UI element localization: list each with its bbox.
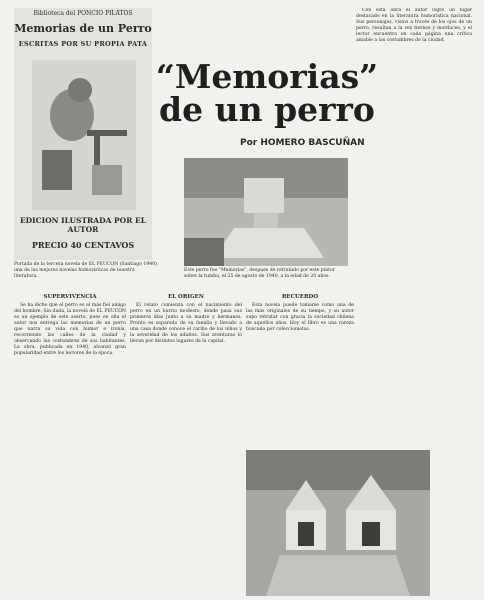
dog-statue-photo <box>184 158 348 266</box>
book-cover <box>14 8 152 260</box>
subhead-supervivencia: SUPERVIVENCIA <box>43 294 97 300</box>
dog-writing-illustration <box>32 60 136 210</box>
byline: Por HOMERO BASCUÑAN <box>240 138 365 148</box>
subhead-recuerdo: RECUERDO <box>281 294 319 300</box>
photo-caption: Este perro fue "Memorias", después de retratado por este pintor sobre la tumba, el 25 de agosto de 1940, a la edad de 20 años. <box>184 268 335 279</box>
text-column-c <box>246 290 354 450</box>
cover-subtitle: ESCRITAS POR SU PROPIA PATA <box>18 40 148 48</box>
cover-drawing <box>32 60 136 210</box>
text-column-b <box>130 290 242 596</box>
column-right-text: Con esta obra el autor logró un lugar destacado en la literatura humorística nacional. Sus personajes, vistos a través de los ojos de un perro, resultan a la vez tiernos y mordaces, y el lector encuentra en cada página una crítica amable a las costumbres de la ciudad. <box>356 8 472 43</box>
headline: “Memorias” de un perro <box>155 57 379 129</box>
text-column-a <box>14 290 126 596</box>
cover-edition: EDICION ILUSTRADA POR EL AUTOR <box>19 216 147 234</box>
subhead-origen: EL ORIGEN <box>168 294 204 300</box>
dog-tomb-photo <box>246 450 430 596</box>
cover-title: Memorias de un Perro <box>14 22 152 35</box>
column-b-text: El relato comienza con el nacimiento del perro en un barrio modesto, donde pasa sus primeros días junto a su madre y hermanos. Pronto es separado de su familia y llevado a una casa donde conoce el cariño de los niños y la severidad de los adultos. Sus aventuras lo llevan por distintos lugares de la capital. <box>130 303 242 344</box>
cover-caption: Portada de la tercera novela de EL PEUCON (Santiago 1940), una de las mejores novelas humorísticas de nuestra literatura. <box>14 262 159 279</box>
column-a-text: Se ha dicho que el perro es el más fiel amigo del hombre. Sin duda, la novela de EL PEUCON es un ejemplo de este aserto, pues en ella el autor nos entrega las memorias de un perro que narra su vida con humor e ironía, recorriendo las calles de la ciudad y observando las costumbres de sus habitantes. La obra, publicada en 1940, alcanzó gran popularidad entre los lectores de la época. <box>14 303 126 356</box>
cover-series: Biblioteca del PONCIO PILATOS <box>33 10 133 17</box>
cover-price: PRECIO 40 CENTAVOS <box>31 240 135 250</box>
column-c-text: Esta novela puede tomarse como una de las más originales de su tiempo, y su autor supo retratar con gracia la sociedad chilena de aquellos años. Hoy el libro es una rareza buscada por coleccionistas. <box>246 303 354 332</box>
